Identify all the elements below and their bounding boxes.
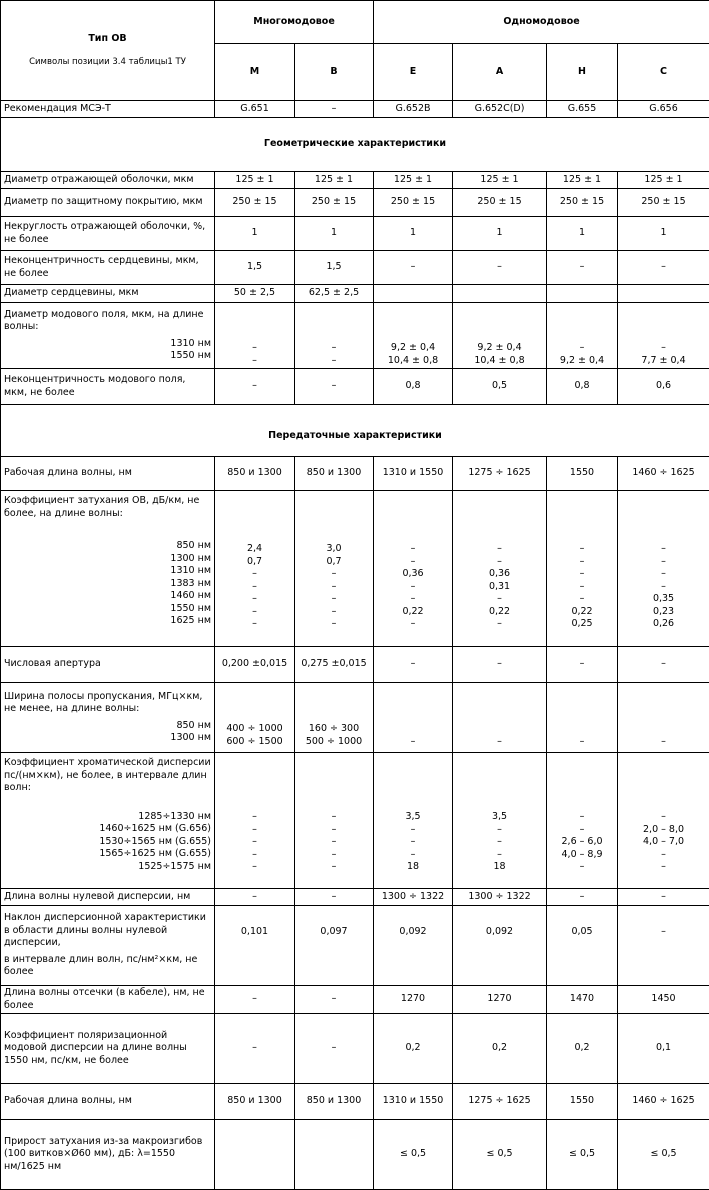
value-cell: 0,05: [547, 906, 618, 986]
value-cell: G.656: [618, 101, 709, 118]
value-cell: –: [618, 647, 709, 683]
value-cell: – – – – 0,35 0,23 0,26: [618, 491, 709, 647]
type-title: Тип ОВ: [88, 33, 127, 44]
value-cell: 9,2 ± 0,4 10,4 ± 0,8: [453, 303, 547, 369]
value-cell: 250 ± 15: [453, 189, 547, 217]
value-cell: 850 и 1300: [295, 1084, 374, 1120]
value-cell: 125 ± 1: [453, 172, 547, 189]
row-label: Коэффициент затухания ОВ, дБ/км, не более, на длине волны:: [4, 495, 200, 519]
value-cell: 250 ± 15: [618, 189, 709, 217]
wavelength-list: 1310 нм 1550 нм: [170, 337, 211, 361]
value-cell: [547, 285, 618, 303]
value-cell: 125 ± 1: [374, 172, 453, 189]
value-cell: 850 и 1300: [215, 1084, 295, 1120]
section-title-transmission: Передаточные характеристики: [1, 405, 709, 457]
code-cell: В: [295, 44, 374, 101]
value-cell: 1460 ÷ 1625: [618, 1084, 709, 1120]
value-cell: 0,1: [618, 1014, 709, 1084]
value-cell: – – 2,6 – 6,0 4,0 – 8,9 –: [547, 753, 618, 889]
row-label-attenuation: [1, 491, 215, 647]
value-cell: 850 и 1300: [215, 457, 295, 491]
value-cell: 0,092: [374, 906, 453, 986]
value-cell: – – – – –: [295, 753, 374, 889]
value-cell: 50 ± 2,5: [215, 285, 295, 303]
value-cell: –: [374, 683, 453, 753]
value-cell: 1,5: [295, 251, 374, 285]
row-label: Неконцентричность сердцевины, мкм, не более: [1, 251, 215, 285]
value-cell: –: [453, 647, 547, 683]
row-label: Некруглость отражающей оболочки, %, не более: [1, 217, 215, 251]
value-cell: 1270: [374, 986, 453, 1014]
row-label: Диаметр по защитному покрытию, мкм: [1, 189, 215, 217]
value-cell: 0,8: [547, 369, 618, 405]
value-cell: –: [295, 986, 374, 1014]
value-cell: 1550: [547, 1084, 618, 1120]
value-cell: – – – – –: [215, 753, 295, 889]
value-cell: 1275 ÷ 1625: [453, 1084, 547, 1120]
value-cell: –: [374, 647, 453, 683]
value-cell: 0,2: [374, 1014, 453, 1084]
value-cell: 0,6: [618, 369, 709, 405]
value-cell: 62,5 ± 2,5: [295, 285, 374, 303]
value-cell: –: [618, 251, 709, 285]
value-cell: 3,5 – – – 18: [374, 753, 453, 889]
multimode-header: Многомодовое: [215, 1, 374, 44]
value-cell: 1,5: [215, 251, 295, 285]
value-cell: 1: [374, 217, 453, 251]
value-cell: –: [295, 1014, 374, 1084]
row-label: Прирост затухания из-за макроизгибов (100 витков×Ø60 мм), дБ: λ=1550 нм/1625 нм: [1, 1120, 215, 1190]
value-cell: 1460 ÷ 1625: [618, 457, 709, 491]
value-cell: 0,200 ±0,015: [215, 647, 295, 683]
row-label-bandwidth: [1, 683, 215, 753]
value-cell: 1310 и 1550: [374, 457, 453, 491]
value-cell: 0,092: [453, 906, 547, 986]
value-cell: [215, 1120, 295, 1190]
row-label: Диаметр отражающей оболочки, мкм: [1, 172, 215, 189]
value-cell: 1: [453, 217, 547, 251]
row-label: Коэффициент поляризационной модовой дисперсии на длине волны 1550 нм, пс/км, не более: [1, 1014, 215, 1084]
value-cell: G.655: [547, 101, 618, 118]
value-cell: 160 ÷ 300 500 ÷ 1000: [295, 683, 374, 753]
value-cell: 1450: [618, 986, 709, 1014]
value-cell: G.651: [215, 101, 295, 118]
value-cell: –: [618, 906, 709, 986]
value-cell: –: [453, 251, 547, 285]
value-cell: [618, 285, 709, 303]
value-cell: 0,275 ±0,015: [295, 647, 374, 683]
code-cell: Е: [374, 44, 453, 101]
value-cell: –: [547, 647, 618, 683]
value-cell: 3,5 – – – 18: [453, 753, 547, 889]
value-cell: 2,4 0,7 – – – – –: [215, 491, 295, 647]
value-cell: 125 ± 1: [295, 172, 374, 189]
value-cell: 1: [618, 217, 709, 251]
value-cell: 0,097: [295, 906, 374, 986]
value-cell: 0,2: [453, 1014, 547, 1084]
row-label: в интервале длин волн, пс/нм²×км, не более: [4, 953, 198, 978]
value-cell: [295, 1120, 374, 1190]
value-cell: [374, 285, 453, 303]
row-label: Числовая апертура: [1, 647, 215, 683]
row-label-chromatic: [1, 753, 215, 889]
value-cell: –: [547, 889, 618, 906]
value-cell: –: [215, 889, 295, 906]
type-header-cell: [1, 1, 215, 101]
row-label-slope: [1, 906, 215, 986]
value-cell: 125 ± 1: [618, 172, 709, 189]
value-cell: 1470: [547, 986, 618, 1014]
row-label: Коэффициент хроматической дисперсии пс/(нм×км), не более, в интервале длин волн:: [4, 757, 211, 793]
value-cell: 850 и 1300: [295, 457, 374, 491]
value-cell: –: [374, 251, 453, 285]
value-cell: 125 ± 1: [215, 172, 295, 189]
row-label: Рабочая длина волны, нм: [1, 1084, 215, 1120]
value-cell: 1300 ÷ 1322: [453, 889, 547, 906]
row-label: Неконцентричность модового поля, мкм, не более: [1, 369, 215, 405]
row-label: Ширина полосы пропускания, МГц×км, не менее, на длине волны:: [4, 690, 203, 714]
value-cell: 250 ± 15: [547, 189, 618, 217]
wavelength-list: 850 нм 1300 нм: [170, 719, 211, 743]
value-cell: – – – – – 0,22 0,25: [547, 491, 618, 647]
value-cell: – 7,7 ± 0,4: [618, 303, 709, 369]
value-cell: 1550: [547, 457, 618, 491]
value-cell: 1275 ÷ 1625: [453, 457, 547, 491]
value-cell: – –: [215, 303, 295, 369]
value-cell: 9,2 ± 0,4 10,4 ± 0,8: [374, 303, 453, 369]
value-cell: [453, 285, 547, 303]
value-cell: 1: [295, 217, 374, 251]
value-cell: 250 ± 15: [295, 189, 374, 217]
row-label-mode-field: [1, 303, 215, 369]
type-subtitle: Символы позиции 3.4 таблицы1 ТУ: [29, 56, 186, 67]
value-cell: –: [547, 683, 618, 753]
value-cell: –: [215, 986, 295, 1014]
value-cell: 1: [215, 217, 295, 251]
value-cell: –: [215, 369, 295, 405]
row-label: Наклон дисперсионной характеристики в области длины волны нулевой дисперсии,: [4, 912, 206, 949]
value-cell: 0,8: [374, 369, 453, 405]
value-cell: – – 0,36 – – 0,22 –: [374, 491, 453, 647]
value-cell: –: [547, 251, 618, 285]
value-cell: ≤ 0,5: [547, 1120, 618, 1190]
wavelength-list: 850 нм 1300 нм 1310 нм 1383 нм 1460 нм 1550 нм 1625 нм: [170, 540, 211, 626]
singlemode-header: Одномодовое: [374, 1, 709, 44]
code-cell: Н: [547, 44, 618, 101]
value-cell: 1270: [453, 986, 547, 1014]
value-cell: ≤ 0,5: [453, 1120, 547, 1190]
value-cell: –: [295, 101, 374, 118]
value-cell: G.652C(D): [453, 101, 547, 118]
value-cell: 125 ± 1: [547, 172, 618, 189]
code-cell: А: [453, 44, 547, 101]
value-cell: – 2,0 – 8,0 4,0 – 7,0 – –: [618, 753, 709, 889]
code-cell: С: [618, 44, 709, 101]
value-cell: – –: [295, 303, 374, 369]
value-cell: 250 ± 15: [215, 189, 295, 217]
value-cell: 0,5: [453, 369, 547, 405]
row-label: Рабочая длина волны, нм: [1, 457, 215, 491]
value-cell: ≤ 0,5: [374, 1120, 453, 1190]
value-cell: –: [618, 889, 709, 906]
value-cell: 1300 ÷ 1322: [374, 889, 453, 906]
value-cell: –: [453, 683, 547, 753]
value-cell: 1310 и 1550: [374, 1084, 453, 1120]
value-cell: – – 0,36 0,31 – 0,22 –: [453, 491, 547, 647]
value-cell: 250 ± 15: [374, 189, 453, 217]
value-cell: 0,101: [215, 906, 295, 986]
value-cell: 400 ÷ 1000 600 ÷ 1500: [215, 683, 295, 753]
code-cell: М: [215, 44, 295, 101]
value-cell: 1: [547, 217, 618, 251]
wavelength-list: 1285÷1330 нм 1460÷1625 нм (G.656) 1530÷1565 нм (G.655) 1565÷1625 нм (G.655) 1525÷1575 нм: [99, 810, 211, 872]
row-label: Диаметр сердцевины, мкм: [1, 285, 215, 303]
row-label: Длина волны отсечки (в кабеле), нм, не более: [1, 986, 215, 1014]
value-cell: – 9,2 ± 0,4: [547, 303, 618, 369]
value-cell: G.652B: [374, 101, 453, 118]
value-cell: –: [618, 683, 709, 753]
row-label: Диаметр модового поля, мкм, на длине волны:: [4, 308, 204, 332]
value-cell: –: [295, 369, 374, 405]
value-cell: –: [295, 889, 374, 906]
row-label: Длина волны нулевой дисперсии, нм: [1, 889, 215, 906]
value-cell: 3,0 0,7 – – – – –: [295, 491, 374, 647]
section-title-geometry: Геометрические характеристики: [1, 118, 709, 172]
value-cell: –: [215, 1014, 295, 1084]
value-cell: ≤ 0,5: [618, 1120, 709, 1190]
value-cell: 0,2: [547, 1014, 618, 1084]
row-label: Рекомендация МСЭ-Т: [1, 101, 215, 118]
